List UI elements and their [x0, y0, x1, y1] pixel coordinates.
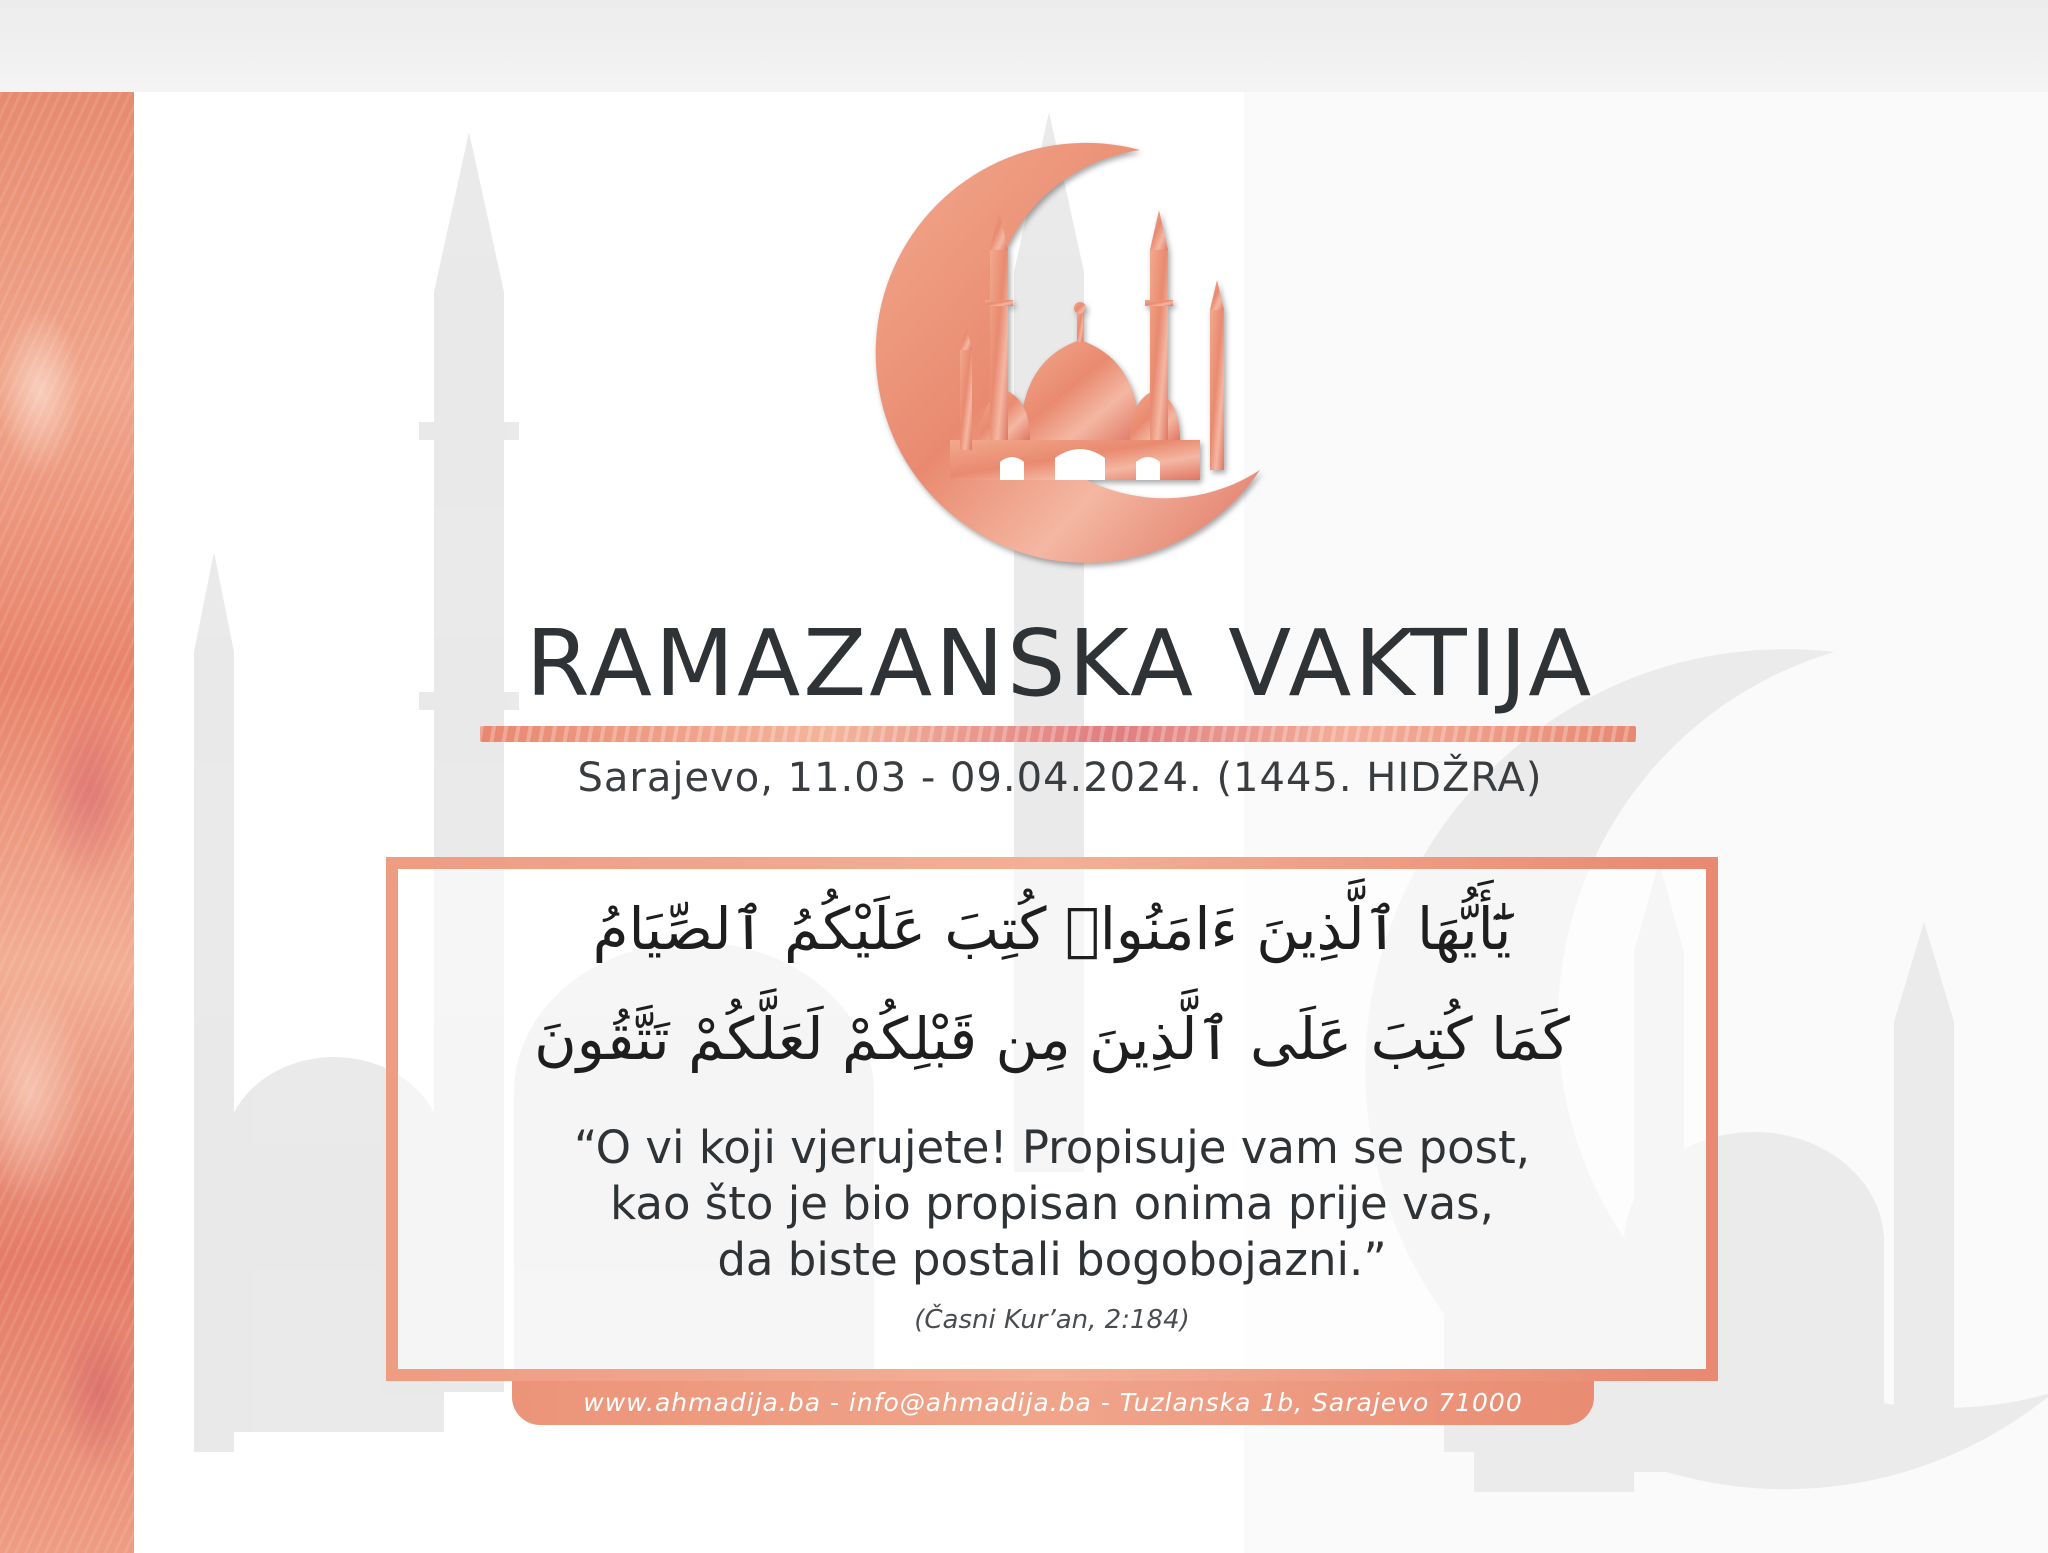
translation-line-2: kao što je bio propisan onima prije vas, [610, 1177, 1494, 1230]
page-title: RAMAZANSKA VAKTIJA [525, 610, 1595, 717]
crescent-mosque-icon [840, 140, 1280, 580]
verse-citation: (Časni Kur’an, 2:184) [914, 1305, 1190, 1335]
arabic-verse-line-1: يَٰٓأَيُّهَا ٱلَّذِينَ ءَامَنُوا۟ كُتِبَ عَلَيْكُمُ ٱلصِّيَامُ [592, 895, 1512, 963]
footer-bar [512, 1381, 1594, 1425]
top-band [0, 0, 2048, 92]
footer-contact-text: www.ahmadija.ba - info@ahmadija.ba - Tuzlanska 1b, Sarajevo 71000 [583, 1388, 1523, 1417]
verse-translation [400, 1120, 1704, 1288]
translation-line-3: da biste postali bogobojazni.” [717, 1233, 1387, 1286]
translation-line-1: “O vi koji vjerujete! Propisuje vam se post, [573, 1121, 1531, 1174]
title-underline [480, 726, 1636, 742]
decorative-side-strip [0, 92, 134, 1553]
arabic-verse-line-2: كَمَا كُتِبَ عَلَى ٱلَّذِينَ مِن قَبْلِكُمْ لَعَلَّكُمْ تَتَّقُونَ [534, 1005, 1570, 1073]
subtitle-date-range: Sarajevo, 11.03 - 09.04.2024. (1445. HIDŽRA) [577, 755, 1543, 801]
